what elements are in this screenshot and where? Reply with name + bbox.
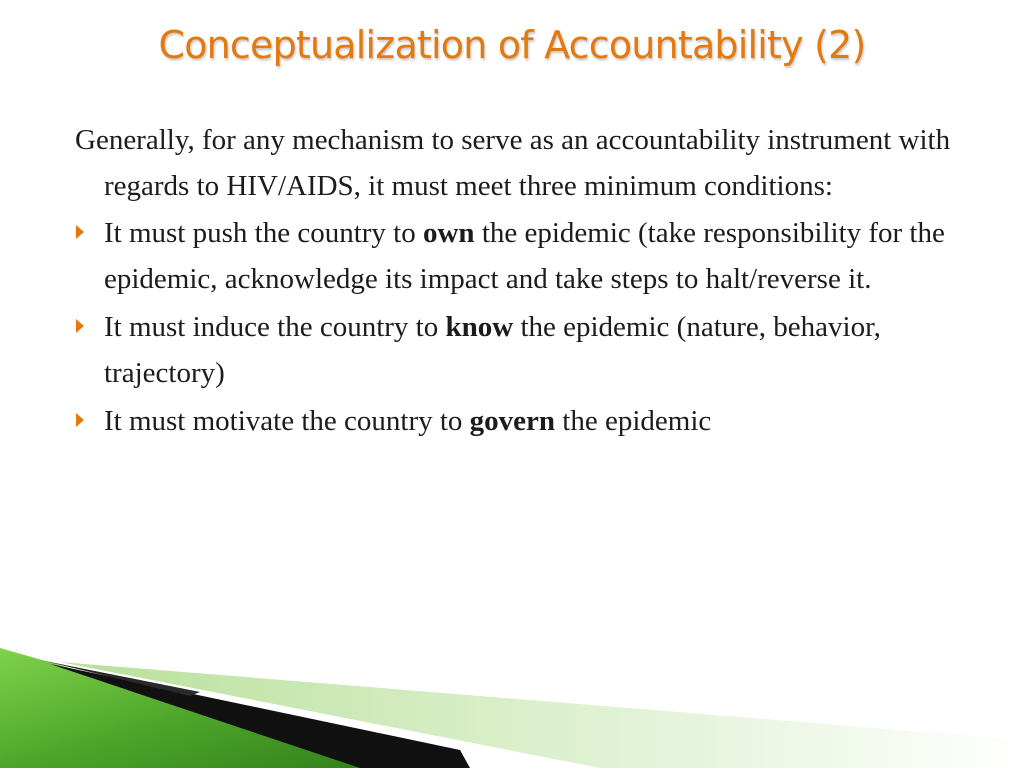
slide-title: Conceptualization of Accountability (2) [158,23,866,67]
bullet-emphasis: own [422,217,475,249]
bullet-text-after: the epidemic (nature, behavior, trajectory) [104,311,881,389]
right-triangle-icon [76,225,84,239]
bullet-text-before: It must induce the country to [104,311,446,343]
bullet-emphasis: govern [469,405,556,437]
bullet-text-after: the epidemic [555,405,712,437]
right-triangle-icon [76,319,84,333]
right-triangle-icon [76,413,84,427]
decorative-swoosh [0,630,1024,768]
intro-paragraph: Generally, for any mechanism to serve as an accountability instrument with regards to HIV/AIDS, it must meet three minimum conditions: [75,124,951,202]
bullet-text-after: the epidemic (take responsibility for the epidemic, acknowledge its impact and take steps to halt/reverse it. [104,217,945,295]
bullet-item-govern [75,399,1005,445]
bullet-text-before: It must motivate the country to [104,405,470,437]
slide-body [75,118,1005,448]
bullet-text-before: It must push the country to [104,217,423,249]
bullet-item-know [75,305,1005,396]
bullet-emphasis: know [445,311,514,343]
bullet-item-own [75,211,1005,302]
